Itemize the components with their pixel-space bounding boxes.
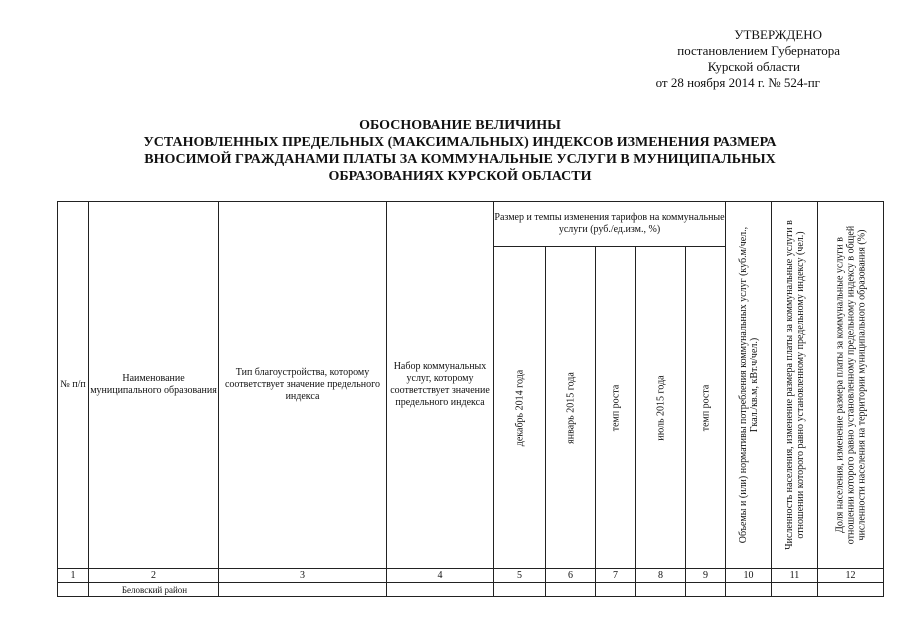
column-number-row	[58, 569, 884, 583]
header-jan-2015-cell	[546, 247, 596, 569]
header-amenity-type: Тип благоустройства, которому соответствует значение предельного индекса	[219, 202, 387, 569]
table-cell	[494, 583, 546, 597]
header-growth-rate-2: темп роста	[700, 384, 711, 431]
approval-line-2: Курской области	[707, 59, 800, 74]
column-number: 7	[596, 569, 636, 583]
approval-line-3: от 28 ноября 2014 г. № 524-пг	[655, 75, 820, 90]
header-growth-rate-1-cell	[596, 247, 636, 569]
table-cell	[387, 583, 494, 597]
table-cell	[546, 583, 596, 597]
header-population-count: Численность населения, изменение размера платы за коммунальные услуги в отношении которого равно установленному предельному индексу (чел.)	[783, 220, 806, 550]
column-number: 3	[219, 569, 387, 583]
header-num: № п/п	[58, 202, 89, 569]
column-number: 12	[818, 569, 884, 583]
document-title	[80, 117, 840, 185]
column-number: 4	[387, 569, 494, 583]
column-number: 9	[686, 569, 726, 583]
header-population-count-cell	[772, 202, 818, 569]
column-number: 1	[58, 569, 89, 583]
table-cell	[219, 583, 387, 597]
header-consumption: Объемы и (или) нормативы потребления коммунальных услуг (куб.м/чел., Гкал./кв.м, кВт.ч/чел.)	[737, 226, 760, 544]
header-growth-rate-2-cell	[686, 247, 726, 569]
header-population-share: Доля населения, изменение размера платы за коммунальные услуги в отношении которого равно установленному предельному индексу в общей численности населения на территории муниципального образования (%)	[834, 225, 867, 545]
table-cell	[818, 583, 884, 597]
indices-table	[57, 201, 884, 597]
header-consumption-cell	[726, 202, 772, 569]
header-growth-rate-1: темп роста	[610, 384, 621, 431]
municipality-name: Беловский район	[89, 583, 219, 597]
title-line-3: ВНОСИМОЙ ГРАЖДАНАМИ ПЛАТЫ ЗА КОММУНАЛЬНЫЕ УСЛУГИ В МУНИЦИПАЛЬНЫХ	[144, 152, 776, 167]
header-jul-2015-cell	[636, 247, 686, 569]
approval-heading: УТВЕРЖДЕНО	[734, 27, 822, 42]
column-number: 5	[494, 569, 546, 583]
header-dec-2014-cell	[494, 247, 546, 569]
approval-line-1: постановлением Губернатора	[677, 43, 840, 58]
column-number: 2	[89, 569, 219, 583]
header-jan-2015: январь 2015 года	[565, 371, 576, 444]
approval-block	[560, 27, 840, 91]
title-line-2: УСТАНОВЛЕННЫХ ПРЕДЕЛЬНЫХ (МАКСИМАЛЬНЫХ) ИНДЕКСОВ ИЗМЕНЕНИЯ РАЗМЕРА	[143, 135, 777, 150]
table-row	[58, 583, 884, 597]
title-line-4: ОБРАЗОВАНИЯХ КУРСКОЙ ОБЛАСТИ	[328, 169, 592, 184]
table-cell	[596, 583, 636, 597]
table-cell	[686, 583, 726, 597]
column-number: 10	[726, 569, 772, 583]
column-number: 8	[636, 569, 686, 583]
table-cell	[772, 583, 818, 597]
header-jul-2015: июль 2015 года	[655, 374, 666, 441]
header-population-share-cell	[818, 202, 884, 569]
table-cell	[636, 583, 686, 597]
column-number: 6	[546, 569, 596, 583]
header-municipality: Наименование муниципального образования	[89, 202, 219, 569]
header-services-set: Набор коммунальных услуг, которому соответствует значение предельного индекса	[387, 202, 494, 569]
table-cell	[58, 583, 89, 597]
header-row-1	[58, 202, 884, 247]
column-number: 11	[772, 569, 818, 583]
title-line-1: ОБОСНОВАНИЕ ВЕЛИЧИНЫ	[359, 118, 561, 133]
header-tariffs-group: Размер и темпы изменения тарифов на коммунальные услуги (руб./ед.изм., %)	[494, 202, 726, 247]
header-dec-2014: декабрь 2014 года	[514, 369, 525, 446]
table-cell	[726, 583, 772, 597]
